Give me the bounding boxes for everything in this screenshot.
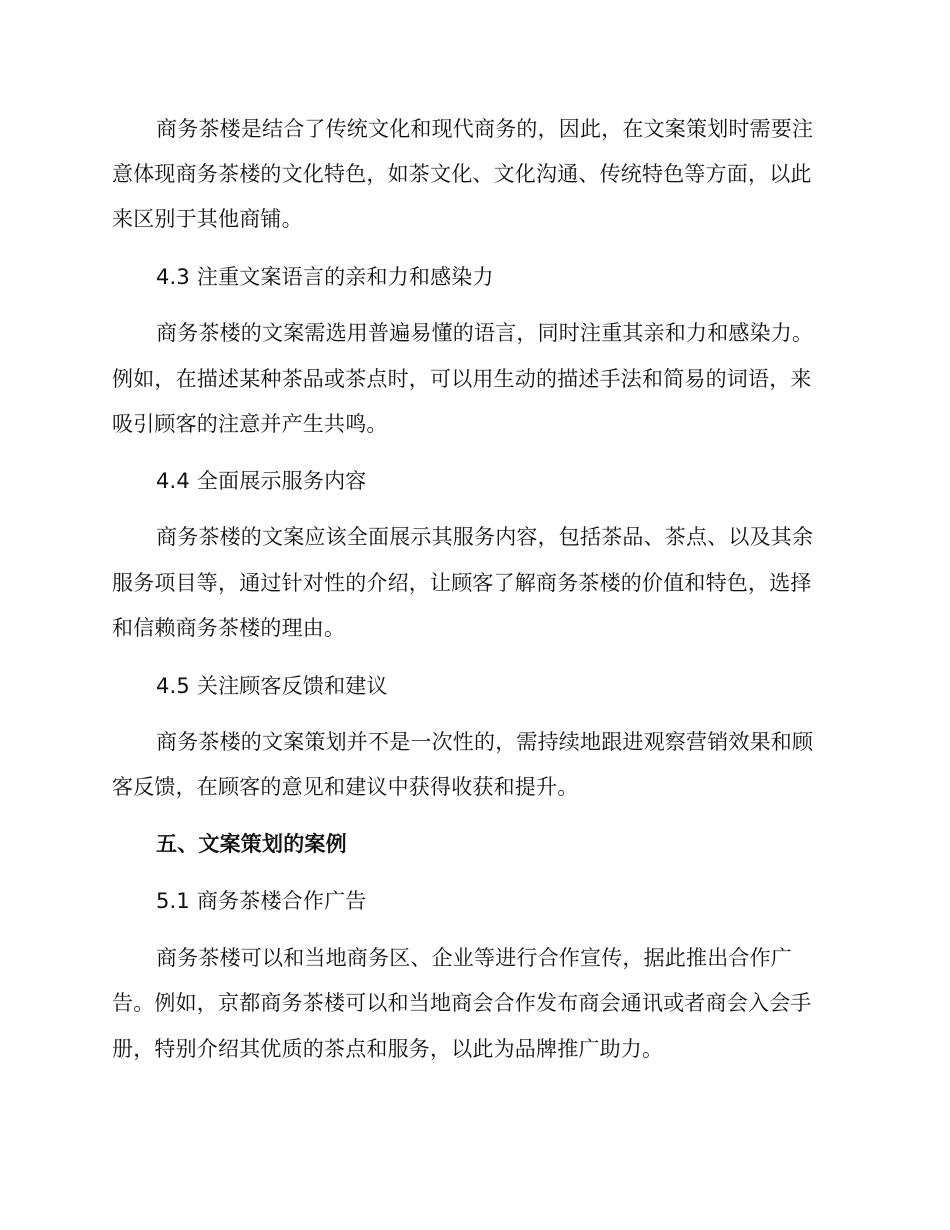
paragraph-line: 商务茶楼可以和当地商务区、企业等进行合作宣传，据此推出合作广 (156, 946, 792, 970)
paragraph-line: 服务项目等，通过针对性的介绍，让顾客了解商务茶楼的价值和特色，选择 (112, 571, 812, 595)
paragraph-line: 商务茶楼的文案应该全面展示其服务内容，包括茶品、茶点、以及其余 (156, 525, 814, 549)
paragraph-line: 来区别于其他商铺。 (112, 207, 303, 231)
paragraph-line: 客反馈，在顾客的意见和建议中获得收获和提升。 (112, 775, 579, 799)
paragraph-line: 和信赖商务茶楼的理由。 (112, 616, 346, 640)
section-heading-4-4: 4.4 全面展示服务内容 (156, 469, 367, 493)
paragraph-line: 商务茶楼的文案需选用普遍易懂的语言，同时注重其亲和力和感染力。 (156, 321, 814, 345)
paragraph-line: 告。例如，京都商务茶楼可以和当地商会合作发布商会通讯或者商会入会手 (112, 991, 812, 1015)
paragraph-line: 商务茶楼的文案策划并不是一次性的，需持续地跟进观察营销效果和顾 (156, 730, 814, 754)
section-heading-4-3: 4.3 注重文案语言的亲和力和感染力 (156, 265, 494, 289)
paragraph-line: 意体现商务茶楼的文化特色，如茶文化、文化沟通、传统特色等方面，以此 (112, 162, 812, 186)
paragraph-line: 册，特别介绍其优质的茶点和服务，以此为品牌推广助力。 (112, 1037, 664, 1061)
section-heading-5-1: 5.1 商务茶楼合作广告 (156, 889, 367, 913)
paragraph-line: 例如，在描述某种茶品或茶点时，可以用生动的描述手法和简易的词语，来 (112, 367, 812, 391)
section-heading-4-5: 4.5 关注顾客反馈和建议 (156, 674, 388, 698)
section-title-5: 五、文案策划的案例 (156, 832, 347, 856)
paragraph-line: 商务茶楼是结合了传统文化和现代商务的，因此，在文案策划时需要注 (156, 117, 814, 141)
paragraph-line: 吸引顾客的注意并产生共鸣。 (112, 412, 388, 436)
